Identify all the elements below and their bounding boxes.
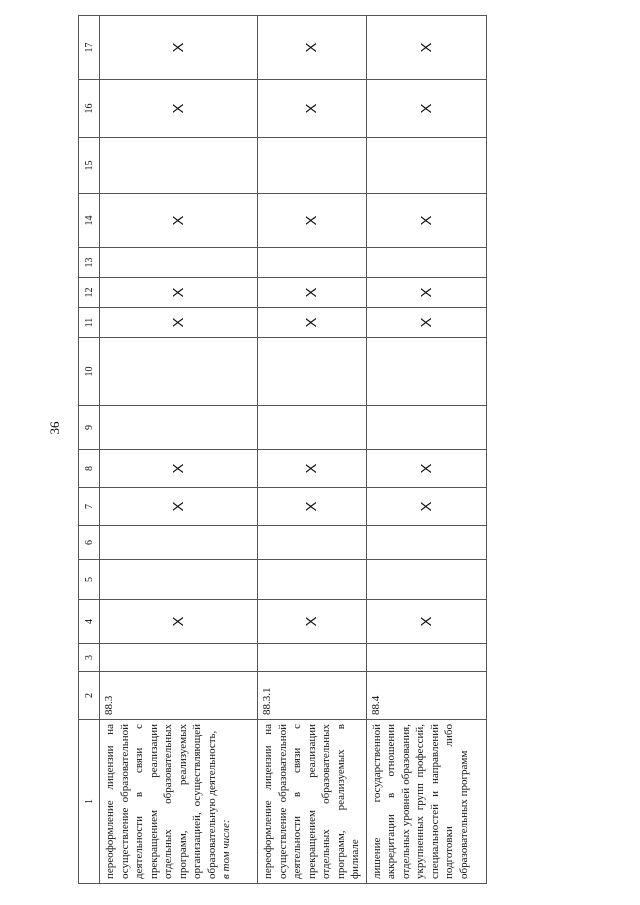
column-header: 12 — [79, 278, 100, 308]
column-header: 16 — [79, 80, 100, 138]
mark-cell — [100, 644, 258, 672]
row-description: переоформление лицензии на осуществление образовательной деятельности в связи с прекращением реализации отдельных образовательных программ, реализуемых в филиале — [262, 724, 362, 879]
mark-cell: X — [100, 80, 258, 138]
mark-cell: X — [366, 194, 486, 248]
column-header: 15 — [79, 138, 100, 194]
mark-cell: X — [366, 488, 486, 526]
mark-cell — [258, 406, 367, 450]
column-header: 17 — [79, 16, 100, 80]
column-header: 8 — [79, 450, 100, 488]
mark-cell: X — [258, 450, 367, 488]
mark-cell: X — [100, 308, 258, 338]
table-row — [366, 16, 486, 884]
mark-cell — [100, 406, 258, 450]
mark-cell: X — [100, 278, 258, 308]
mark-cell: X — [258, 308, 367, 338]
column-header: 11 — [79, 308, 100, 338]
mark-cell — [258, 138, 367, 194]
mark-cell — [100, 526, 258, 560]
mark-cell: X — [366, 278, 486, 308]
mark-cell: X — [258, 278, 367, 308]
column-header-row — [79, 16, 100, 884]
table-row — [258, 16, 367, 884]
mark-cell — [258, 526, 367, 560]
row-subheader: в том числе: — [220, 819, 233, 879]
mark-cell: X — [100, 600, 258, 644]
mark-cell — [258, 248, 367, 278]
mark-cell: X — [366, 600, 486, 644]
mark-cell: X — [258, 488, 367, 526]
row-code: 88.4 — [366, 672, 486, 720]
mark-cell — [366, 644, 486, 672]
mark-cell: X — [258, 600, 367, 644]
mark-cell — [366, 560, 486, 600]
column-header: 14 — [79, 194, 100, 248]
mark-cell — [366, 526, 486, 560]
mark-cell — [366, 338, 486, 406]
row-description-cell — [366, 720, 486, 884]
column-header: 13 — [79, 248, 100, 278]
mark-cell: X — [258, 80, 367, 138]
mark-cell — [258, 338, 367, 406]
row-description: переоформление лицензии на осуществление образовательной деятельности в связи с прекращением реализации отдельных образовательных программ, реализуемых организацией, осуществляющей образовательную деятельность, — [104, 724, 218, 879]
mark-cell: X — [258, 194, 367, 248]
rotated-table-container — [78, 20, 514, 884]
table-row — [100, 16, 258, 884]
mark-cell: X — [366, 80, 486, 138]
column-header: 9 — [79, 406, 100, 450]
row-description: лишение государственной аккредитации в отношении отдельных уровней образования, укрупненных групп профессий, специальностей и направлений подготовки либо образовательных программ — [370, 724, 470, 879]
mark-cell: X — [100, 16, 258, 80]
mark-cell: X — [100, 194, 258, 248]
mark-cell: X — [366, 450, 486, 488]
mark-cell — [258, 560, 367, 600]
mark-cell — [258, 644, 367, 672]
page-number: 36 — [47, 421, 62, 435]
row-description-cell — [100, 720, 258, 884]
mark-cell — [100, 248, 258, 278]
row-description-cell — [258, 720, 367, 884]
column-header: 10 — [79, 338, 100, 406]
mark-cell — [100, 338, 258, 406]
column-header: 1 — [79, 720, 100, 884]
column-header: 7 — [79, 488, 100, 526]
mark-cell — [100, 138, 258, 194]
data-table — [78, 15, 487, 884]
column-header: 5 — [79, 560, 100, 600]
column-header: 2 — [79, 672, 100, 720]
row-code: 88.3 — [100, 672, 258, 720]
mark-cell — [366, 138, 486, 194]
mark-cell: X — [258, 16, 367, 80]
mark-cell — [100, 560, 258, 600]
mark-cell — [366, 406, 486, 450]
column-header: 4 — [79, 600, 100, 644]
mark-cell: X — [366, 308, 486, 338]
column-header: 3 — [79, 644, 100, 672]
column-header: 6 — [79, 526, 100, 560]
row-code: 88.3.1 — [258, 672, 367, 720]
mark-cell: X — [366, 16, 486, 80]
mark-cell — [366, 248, 486, 278]
mark-cell: X — [100, 488, 258, 526]
mark-cell: X — [100, 450, 258, 488]
